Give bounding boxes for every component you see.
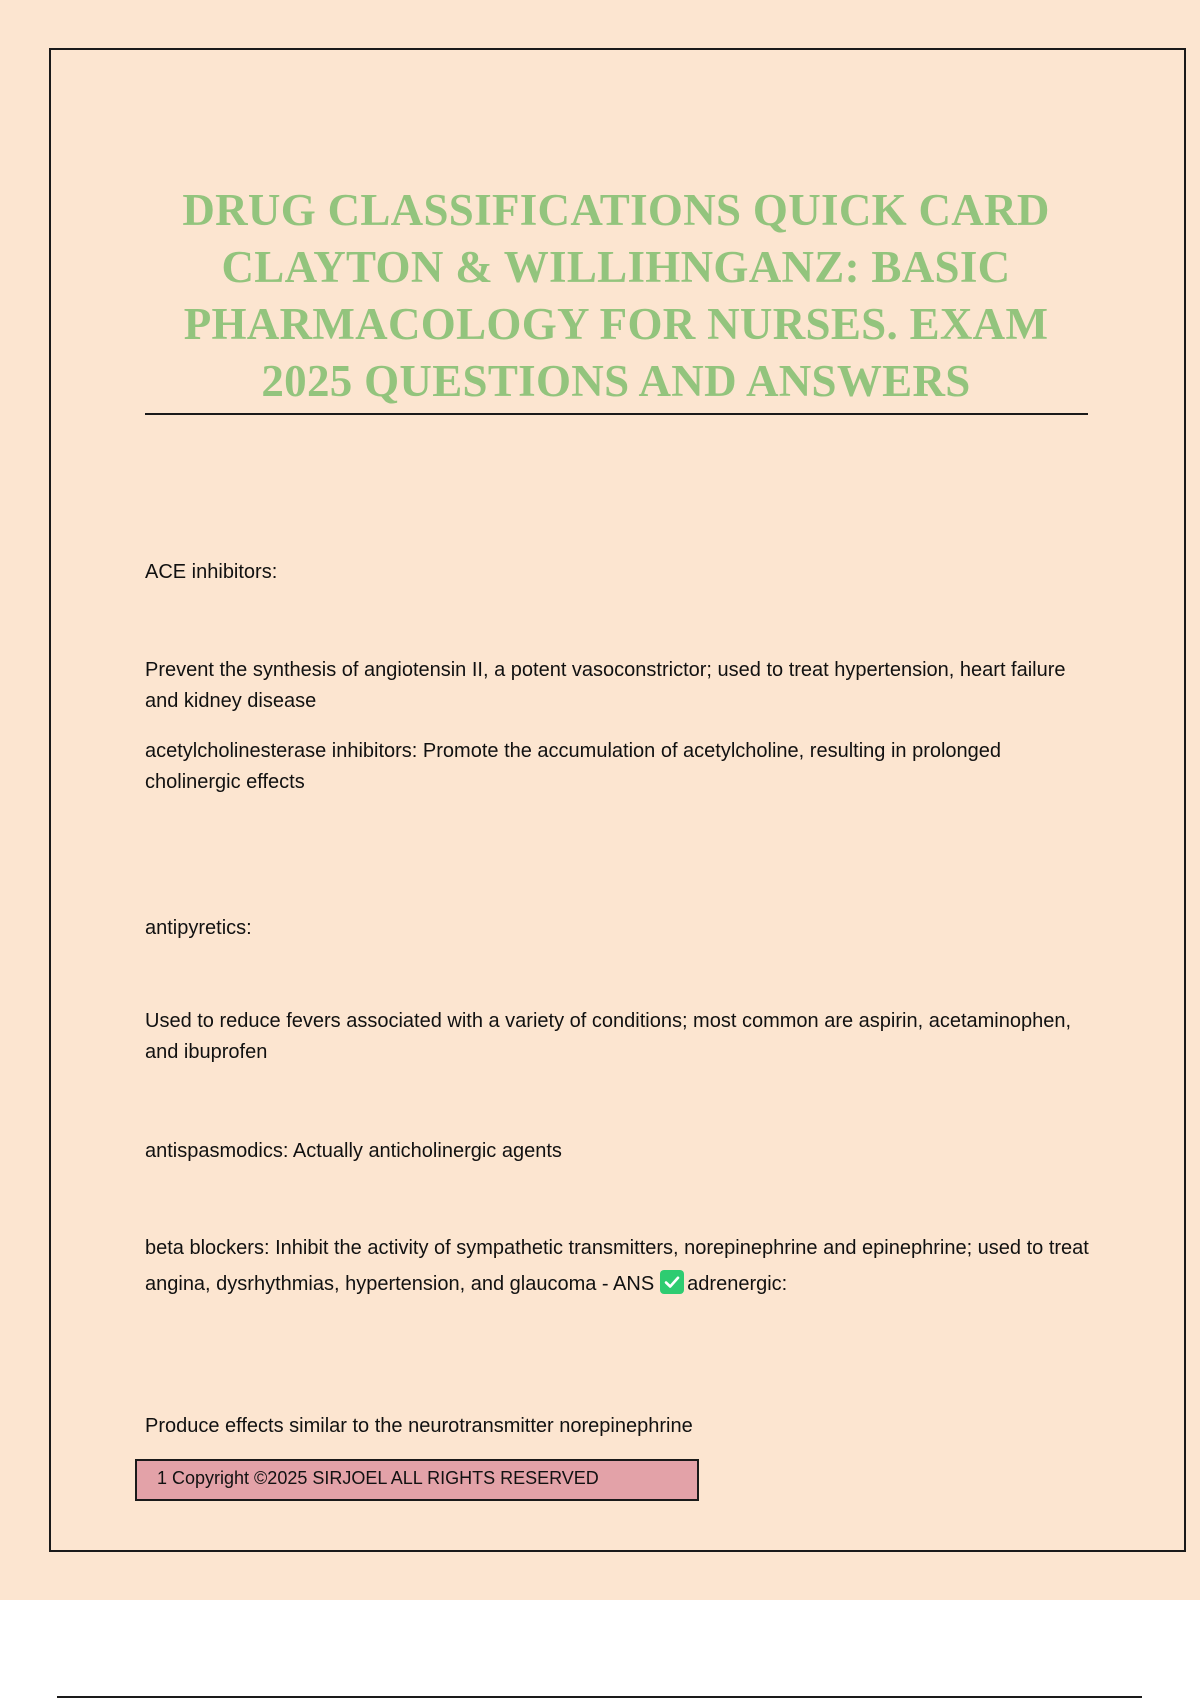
beta-blockers-entry bbox=[145, 1230, 1095, 1302]
antipyretics-heading: antipyretics: bbox=[145, 917, 252, 939]
adrenergic-answer: Produce effects similar to the neurotransmitter norepinephrine bbox=[145, 1415, 693, 1437]
adrenergic-heading: adrenergic: bbox=[687, 1273, 788, 1295]
check-icon bbox=[660, 1270, 684, 1294]
ace-inhibitors-answer: Prevent the synthesis of angiotensin II, a potent vasoconstrictor; used to treat hypertension, heart failure and kidney disease bbox=[145, 659, 1066, 712]
beta-blockers-text: beta blockers: Inhibit the activity of sympathetic transmitters, norepinephrine and epinephrine; used to treat angina, dysrhythmias, hypertension, and glaucoma - ANS bbox=[145, 1237, 1089, 1295]
copyright-footer: 1 Copyright ©2025 SIRJOEL ALL RIGHTS RESERVED bbox=[135, 1459, 699, 1501]
antipyretics-answer: Used to reduce fevers associated with a variety of conditions; most common are aspirin, acetaminophen, and ibuprofen bbox=[145, 1010, 1072, 1063]
acetylcholinesterase-entry: acetylcholinesterase inhibitors: Promote the accumulation of acetylcholine, resulting in prolonged cholinergic effects bbox=[145, 740, 1002, 793]
bottom-divider bbox=[57, 1696, 1142, 1698]
document-title: DRUG CLASSIFICATIONS QUICK CARD CLAYTON & WILLIHNGANZ: BASIC PHARMACOLOGY FOR NURSES. EXAM 2025 QUESTIONS AND ANSWERS bbox=[182, 185, 1050, 406]
antispasmodics-entry: antispasmodics: Actually anticholinergic agents bbox=[145, 1140, 562, 1162]
ace-inhibitors-heading: ACE inhibitors: bbox=[145, 561, 278, 583]
title-underline bbox=[145, 413, 1088, 415]
